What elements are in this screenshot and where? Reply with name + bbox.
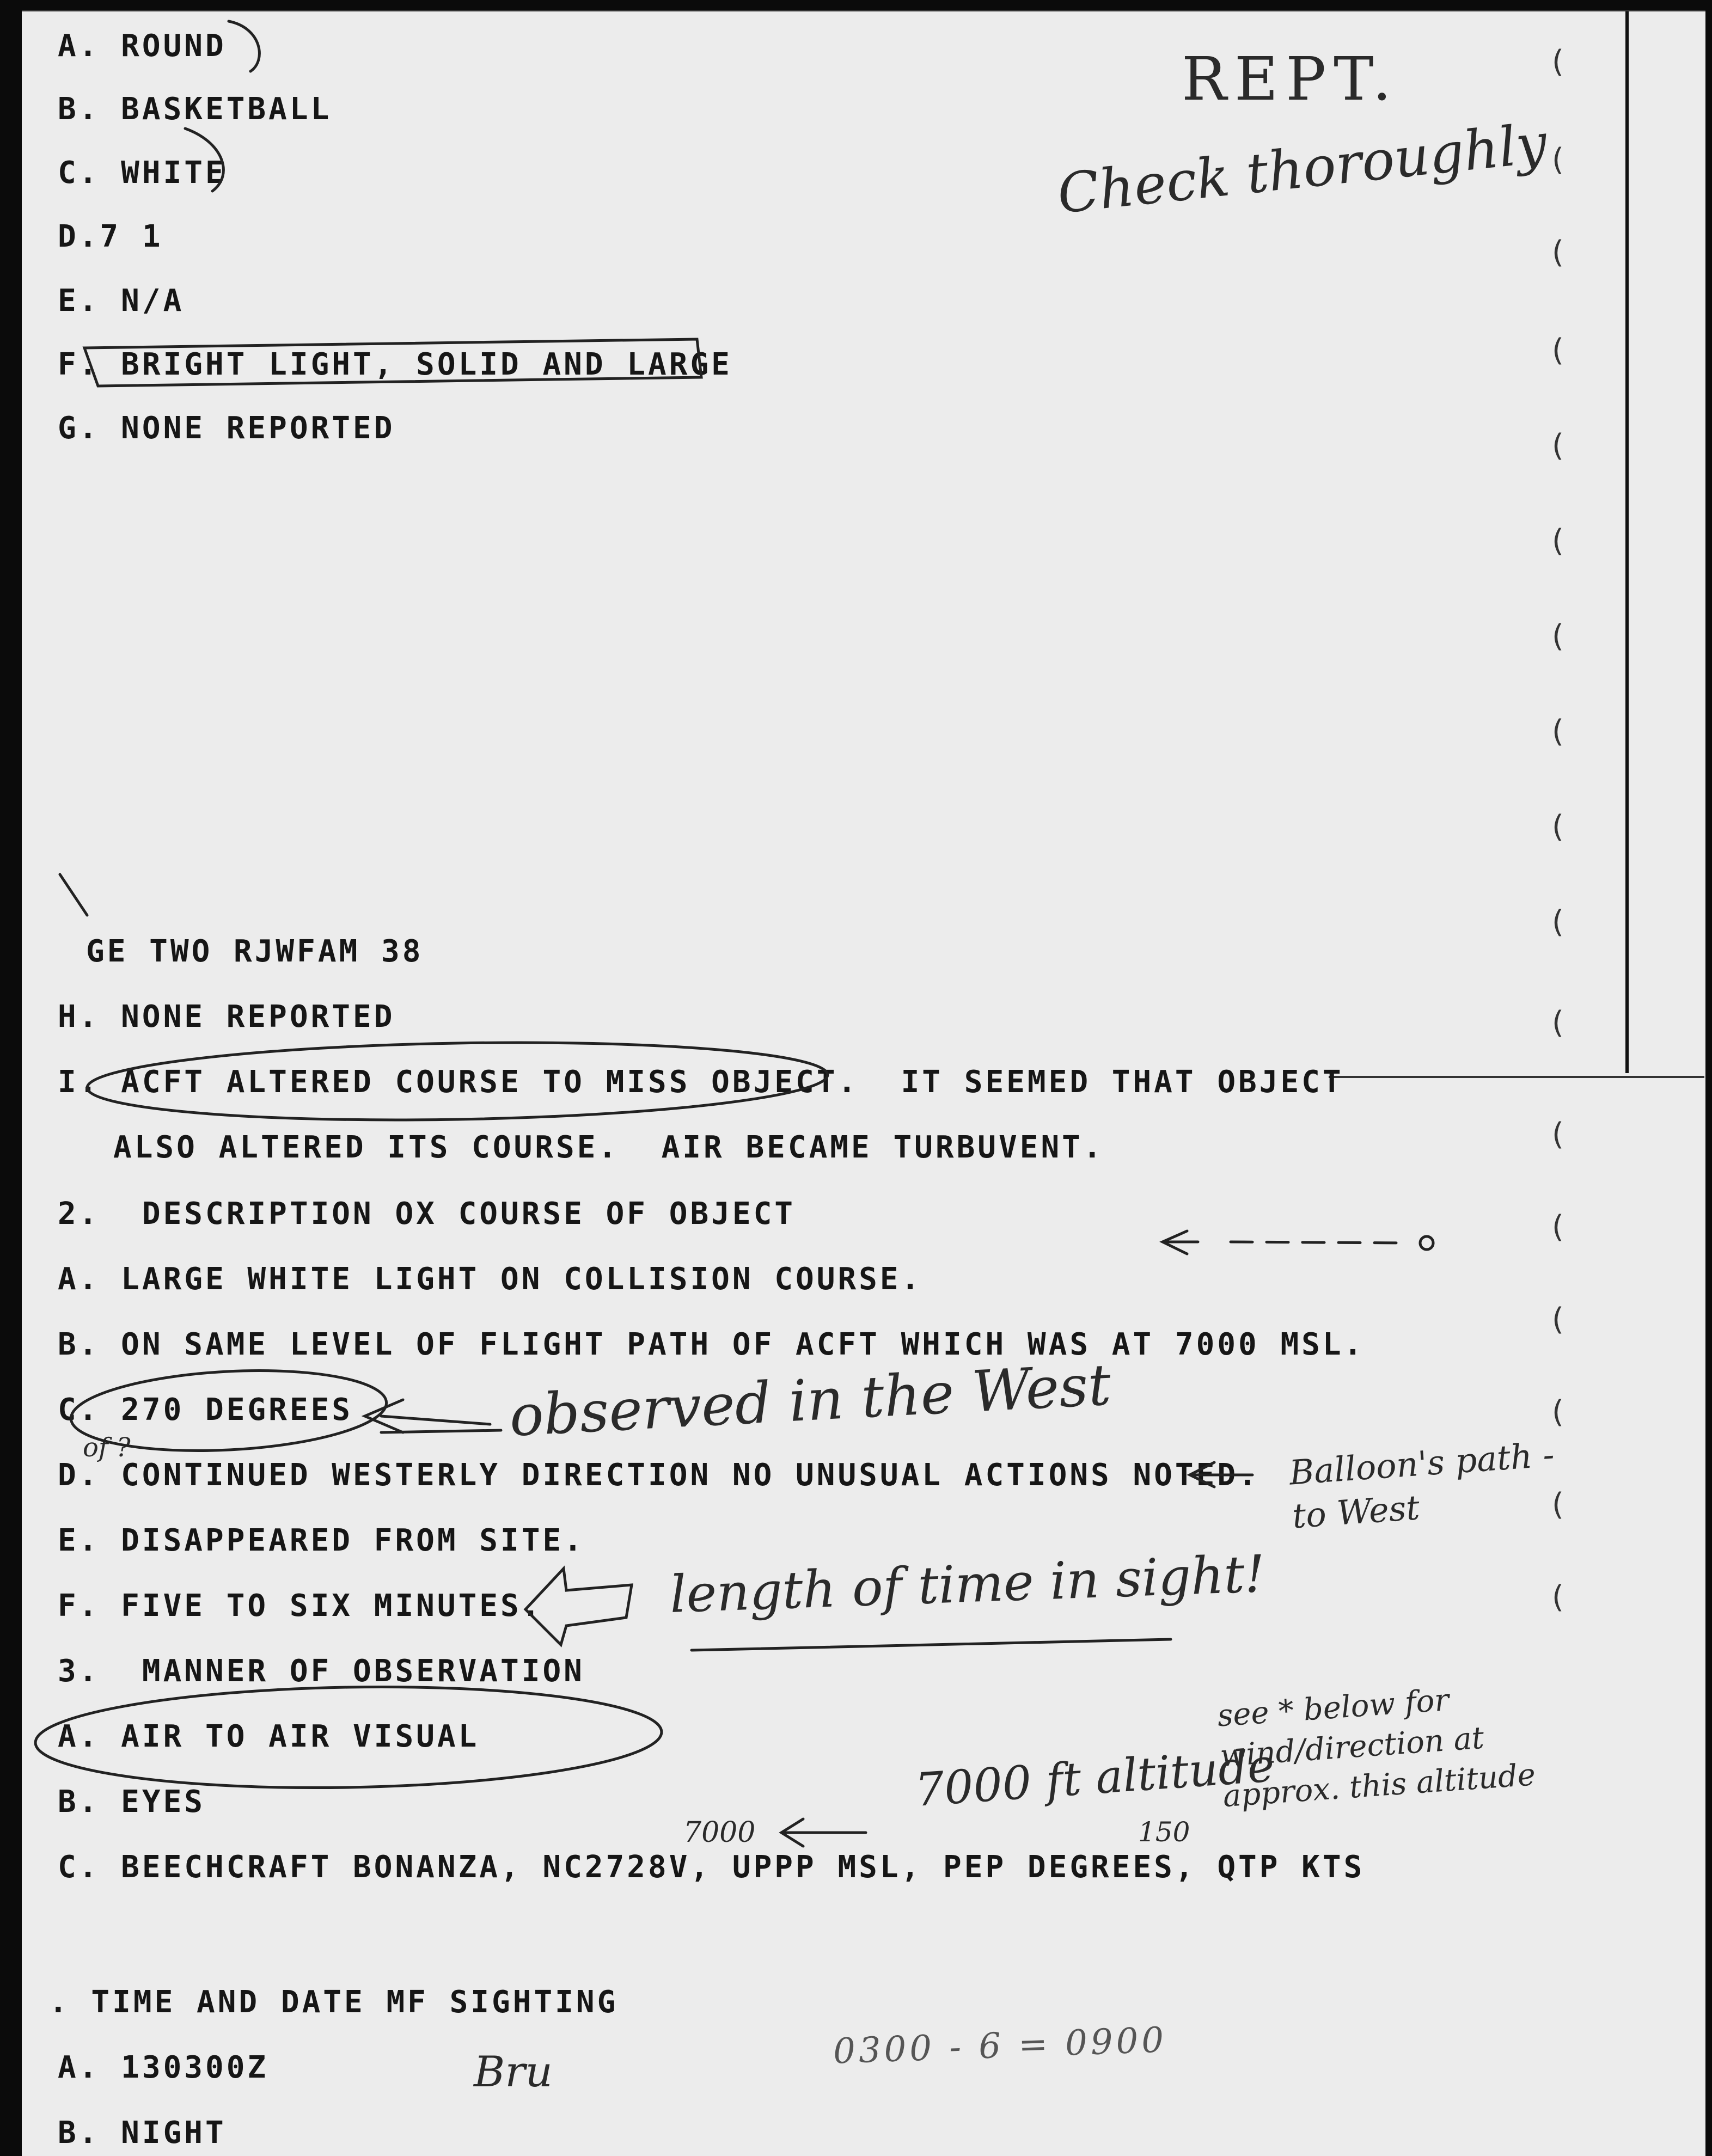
margin-mark: ( bbox=[1552, 809, 1564, 844]
handwritten-150: 150 bbox=[1138, 1816, 1190, 1848]
handwritten-bru: Bru bbox=[474, 2048, 553, 2097]
item-f-features: F. BRIGHT LIGHT, SOLID AND LARGE bbox=[58, 347, 732, 382]
underline-length bbox=[692, 1639, 1171, 1650]
arrow-origin-dot bbox=[1420, 1236, 1433, 1250]
item-4b: B. NIGHT bbox=[58, 2115, 227, 2151]
margin-mark: ( bbox=[1552, 44, 1564, 79]
item-4a: A. 130300Z bbox=[58, 2050, 269, 2085]
pen-marks bbox=[22, 11, 1705, 2156]
margin-mark: ( bbox=[1552, 428, 1564, 463]
item-e-formation: E. N/A bbox=[58, 283, 185, 318]
arrowhead-description bbox=[1163, 1231, 1198, 1254]
curve-top bbox=[229, 21, 259, 71]
margin-mark: ( bbox=[1552, 235, 1564, 270]
handwritten-7000: 7000 bbox=[683, 1816, 756, 1849]
margin-mark: ( bbox=[1552, 142, 1564, 177]
handwritten-length-of-time: length of time in sight! bbox=[669, 1544, 1266, 1625]
item-2b: B. ON SAME LEVEL OF FLIGHT PATH OF ACFT WHICH WAS AT 7000 MSL. bbox=[58, 1327, 1365, 1362]
document-page bbox=[22, 10, 1705, 2156]
margin-mark: ( bbox=[1552, 1302, 1564, 1337]
item-2d: D. CONTINUED WESTERLY DIRECTION NO UNUSUAL ACTIONS NOTED. bbox=[58, 1457, 1259, 1493]
item-3c: C. BEECHCRAFT BONANZA, NC2728V, UPPP MSL, PEP DEGREES, QTP KTS bbox=[58, 1849, 1365, 1885]
item-h-sound: H. NONE REPORTED bbox=[58, 999, 395, 1034]
handwritten-see-below-wind: see * below for wind/direction at approx. this altitude bbox=[1216, 1682, 1537, 1815]
hollow-arrow-item-2f bbox=[525, 1569, 632, 1645]
margin-mark: ( bbox=[1552, 1487, 1564, 1522]
item-c-color: C. WHITE bbox=[58, 155, 227, 191]
margin-mark: ( bbox=[1552, 714, 1564, 749]
handwritten-observed-west: observed in the West bbox=[508, 1351, 1112, 1449]
margin-mark: ( bbox=[1552, 523, 1564, 559]
handwritten-of: of ? bbox=[83, 1432, 131, 1463]
box-item-f bbox=[84, 339, 701, 386]
handwritten-balloon-path: Balloon's path - to West bbox=[1288, 1434, 1556, 1536]
margin-mark: ( bbox=[1552, 1579, 1564, 1615]
margin-mark: ( bbox=[1552, 333, 1564, 368]
item-g-tail: G. NONE REPORTED bbox=[58, 411, 395, 446]
item-2c: C. 270 DEGREES bbox=[58, 1392, 353, 1428]
item-d-number: D.7 1 bbox=[58, 219, 163, 254]
item-b-size: B. BASKETBALL bbox=[58, 91, 332, 127]
item-i-features: I. ACFT ALTERED COURSE TO MISS OBJECT. IT SEEMED THAT OBJECT bbox=[58, 1064, 1344, 1100]
item-3a: A. AIR TO AIR VISUAL bbox=[58, 1719, 480, 1754]
handwritten-check-thoroughly: Check thoroughly bbox=[1054, 111, 1550, 226]
margin-mark: ( bbox=[1552, 904, 1564, 940]
item-2e: E. DISAPPEARED FROM SITE. bbox=[58, 1523, 585, 1558]
arrow-270 bbox=[365, 1400, 490, 1432]
margin-mark: ( bbox=[1552, 1209, 1564, 1245]
tick-mark bbox=[60, 874, 87, 915]
margin-mark: ( bbox=[1552, 1394, 1564, 1430]
arrow-item-d bbox=[1190, 1462, 1252, 1487]
item-a-shape: A. ROUND bbox=[58, 28, 227, 64]
handwritten-time-conversion: 0300 - 6 = 0900 bbox=[832, 2020, 1168, 2072]
circle-item-3a bbox=[34, 1682, 662, 1793]
section-3-heading: 3. MANNER OF OBSERVATION bbox=[58, 1653, 585, 1689]
page-header-line: GE TWO RJWFAM 38 bbox=[86, 934, 424, 969]
handwritten-7000ft-altitude: 7000 ft altitude bbox=[913, 1738, 1276, 1817]
section-4-heading: . TIME AND DATE MF SIGHTING bbox=[49, 1984, 619, 2020]
margin-mark: ( bbox=[1552, 1005, 1564, 1040]
arrow-7000 bbox=[781, 1819, 866, 1846]
dashed-arrow-description bbox=[1231, 1242, 1405, 1243]
section-2-heading: 2. DESCRIPTION OX COURSE OF OBJECT bbox=[58, 1196, 796, 1232]
item-i-continuation: ALSO ALTERED ITS COURSE. AIR BECAME TURBUVENT. bbox=[113, 1130, 1104, 1165]
margin-mark: ( bbox=[1552, 618, 1564, 654]
curve-white bbox=[185, 128, 223, 191]
item-2f: F. FIVE TO SIX MINUTES. bbox=[58, 1588, 543, 1624]
handwritten-rept: REPT. bbox=[1182, 44, 1399, 114]
circle-item-2c bbox=[69, 1363, 389, 1458]
circle-item-i bbox=[87, 1037, 828, 1126]
margin-mark: ( bbox=[1552, 1117, 1564, 1152]
item-2a: A. LARGE WHITE LIGHT ON COLLISION COURSE. bbox=[58, 1261, 922, 1297]
item-3b: B. EYES bbox=[58, 1784, 206, 1820]
